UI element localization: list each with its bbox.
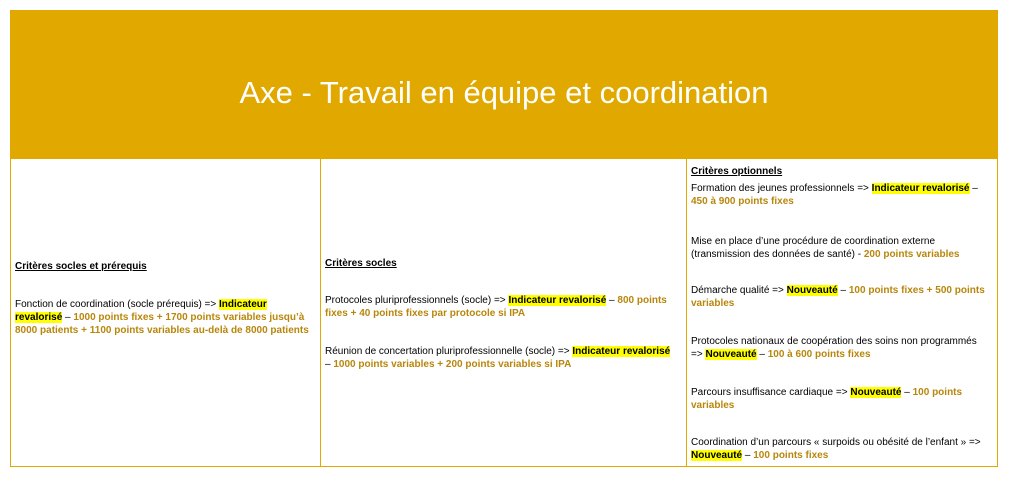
criterion-text: Fonction de coordination (socle prérequis) => bbox=[15, 299, 220, 310]
column-base-criteria bbox=[320, 158, 687, 467]
column-optional-criteria bbox=[686, 158, 998, 467]
criterion-points: 100 à 600 points fixes bbox=[767, 349, 871, 360]
criterion-separator: – bbox=[325, 359, 334, 370]
criterion-text: Formation des jeunes professionnels => bbox=[691, 183, 872, 194]
column-heading: Critères socles bbox=[325, 258, 397, 269]
criterion-item bbox=[325, 294, 675, 320]
criterion-text: Parcours insuffisance cardiaque => bbox=[691, 387, 851, 398]
criterion-separator: – bbox=[756, 349, 768, 360]
criterion-item bbox=[15, 298, 309, 337]
criterion-tag: Nouveauté bbox=[786, 285, 838, 296]
criterion-item bbox=[691, 182, 989, 208]
criterion-tag: Indicateur revalorisé bbox=[15, 299, 267, 323]
criterion-separator: – bbox=[742, 450, 754, 461]
criterion-text: Protocoles pluriprofessionnels (socle) => bbox=[325, 295, 509, 306]
criterion-points: 1000 points fixes + 1700 points variables jusqu’à 8000 patients + 1100 points variables au-delà de 8000 patients bbox=[15, 312, 309, 336]
criterion-tag: Nouveauté bbox=[691, 450, 743, 461]
criterion-tag: Nouveauté bbox=[705, 349, 757, 360]
criterion-separator: – bbox=[969, 183, 978, 194]
criterion-separator: – bbox=[901, 387, 913, 398]
criterion-separator: – bbox=[62, 312, 74, 323]
criterion-tag: Indicateur revalorisé bbox=[871, 183, 970, 194]
page-title: Axe - Travail en équipe et coordination bbox=[239, 75, 769, 110]
criterion-text: Réunion de concertation pluriprofessionnelle (socle) => bbox=[325, 346, 573, 357]
criterion-points: 800 points fixes + 40 points fixes par protocole si IPA bbox=[325, 295, 667, 319]
criterion-points: 450 à 900 points fixes bbox=[691, 196, 794, 207]
criterion-separator: – bbox=[837, 285, 849, 296]
criterion-tag: Nouveauté bbox=[850, 387, 902, 398]
criterion-text: Mise en place d’une procédure de coordination externe (transmission des données de santé) - bbox=[691, 236, 936, 260]
criterion-points: 200 points variables bbox=[863, 249, 960, 260]
column-heading: Critères optionnels bbox=[691, 166, 783, 177]
criterion-text: Démarche qualité => bbox=[691, 285, 787, 296]
criterion-item bbox=[691, 436, 989, 462]
criterion-separator: – bbox=[606, 295, 618, 306]
criterion-tag: Indicateur revalorisé bbox=[572, 346, 671, 357]
criterion-item bbox=[691, 335, 989, 361]
criterion-item bbox=[691, 284, 989, 310]
criterion-points: 100 points fixes bbox=[753, 450, 829, 461]
criterion-tag: Indicateur revalorisé bbox=[508, 295, 607, 306]
criterion-points: 100 points variables bbox=[691, 387, 963, 411]
criterion-points: 100 points fixes + 500 points variables bbox=[691, 285, 985, 309]
criterion-item bbox=[691, 386, 989, 412]
criterion-item bbox=[691, 235, 989, 261]
title-banner bbox=[10, 10, 998, 158]
criterion-points: 1000 points variables + 200 points variables si IPA bbox=[333, 359, 572, 370]
column-heading: Critères socles et prérequis bbox=[15, 261, 147, 272]
criterion-text: Coordination d’un parcours « surpoids ou obésité de l’enfant » => bbox=[691, 437, 981, 448]
criterion-text: Protocoles nationaux de coopération des soins non programmés => bbox=[691, 336, 977, 360]
column-prerequisite-criteria bbox=[10, 158, 321, 467]
criterion-item bbox=[325, 345, 675, 371]
